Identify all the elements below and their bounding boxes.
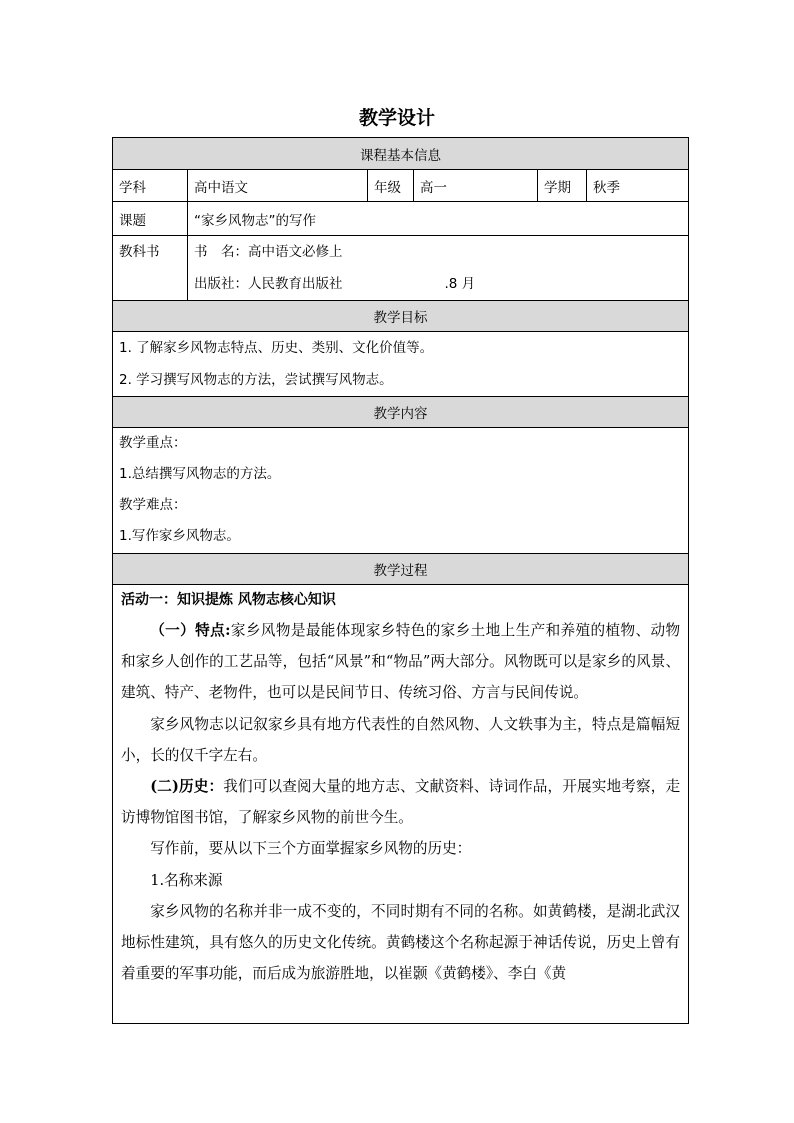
topic-label: 课题 bbox=[113, 202, 188, 236]
term-label: 学期 bbox=[538, 170, 587, 202]
name-origin-paragraph: 家乡风物的名称并非一成不变的，不同时期有不同的名称。如黄鹤楼，是湖北武汉地标性建筑，具有悠久的历史文化传统。黄鹤楼这个名称起源于神话传说，历史上曾有着重要的军事功能，而后成为旅游胜地，以崔颢《黄鹤楼》、李白《黄 bbox=[121, 902, 681, 983]
publish-date: .8 月 bbox=[444, 276, 476, 292]
difficult-point-item: 1.写作家乡风物志。 bbox=[119, 528, 240, 544]
activity-title: 活动一：知识提炼 风物志核心知识 bbox=[121, 592, 336, 608]
grade-label: 年级 bbox=[368, 170, 414, 202]
document-title: 教学设计 bbox=[358, 107, 435, 129]
feature-paragraph-2: 家乡风物志以记叙家乡具有地方代表性的自然风物、人文轶事为主，特点是篇幅短小，长的仅千字左右。 bbox=[121, 715, 681, 764]
subject-value: 高中语文 bbox=[188, 170, 368, 202]
content-header: 教学内容 bbox=[113, 397, 689, 428]
textbook-name: 书 名：高中语文必修上 bbox=[194, 244, 343, 260]
term-value: 秋季 bbox=[587, 170, 689, 202]
grade-value: 高一 bbox=[414, 170, 538, 202]
subject-label: 学科 bbox=[113, 170, 188, 202]
basic-info-header: 课程基本信息 bbox=[113, 138, 689, 170]
history-intro: 写作前，要从以下三个方面掌握家乡风物的历史： bbox=[150, 840, 472, 858]
textbook-info bbox=[188, 236, 689, 301]
objective-item: 2. 学习撰写风物志的方法，尝试撰写风物志。 bbox=[119, 372, 393, 388]
objectives-header: 教学目标 bbox=[113, 301, 689, 332]
feature-text: 家乡风物是最能体现家乡特色的家乡土地上生产和养殖的植物、动物和家乡人创作的工艺品等，包括“风景”和“物品”两大部分。风物既可以是家乡的风景、建筑、特产、老物件，也可以是民间节日、传统习俗、方言与民间传说。 bbox=[121, 622, 681, 702]
process-body bbox=[113, 585, 689, 1024]
topic-value: “家乡风物志”的写作 bbox=[188, 202, 689, 236]
textbook-label-text: 教科书 bbox=[119, 244, 160, 260]
history-paragraph bbox=[121, 771, 680, 833]
lesson-plan-table bbox=[112, 137, 689, 1024]
objective-item: 1. 了解家乡风物志特点、历史、类别、文化价值等。 bbox=[119, 340, 434, 356]
key-point-item: 1.总结撰写风物志的方法。 bbox=[119, 466, 281, 482]
objectives-body bbox=[113, 332, 689, 397]
publisher-line bbox=[194, 268, 682, 300]
history-label: (二)历史： bbox=[150, 778, 224, 796]
textbook-label bbox=[113, 236, 188, 301]
difficult-points-label: 教学难点： bbox=[119, 497, 187, 513]
history-text: 我们可以查阅大量的地方志、文献资料、诗词作品，开展实地考察，走访博物馆图书馆，了解家乡风物的前世今生。 bbox=[121, 778, 681, 827]
publisher: 出版社：人民教育出版社 bbox=[194, 276, 343, 292]
feature-paragraph bbox=[121, 615, 680, 709]
feature-label: （一）特点: bbox=[150, 622, 231, 639]
content-body bbox=[113, 428, 689, 554]
key-points-label: 教学重点： bbox=[119, 435, 187, 451]
subheading-name-origin: 1.名称来源 bbox=[150, 871, 223, 889]
process-header: 教学过程 bbox=[113, 554, 689, 585]
